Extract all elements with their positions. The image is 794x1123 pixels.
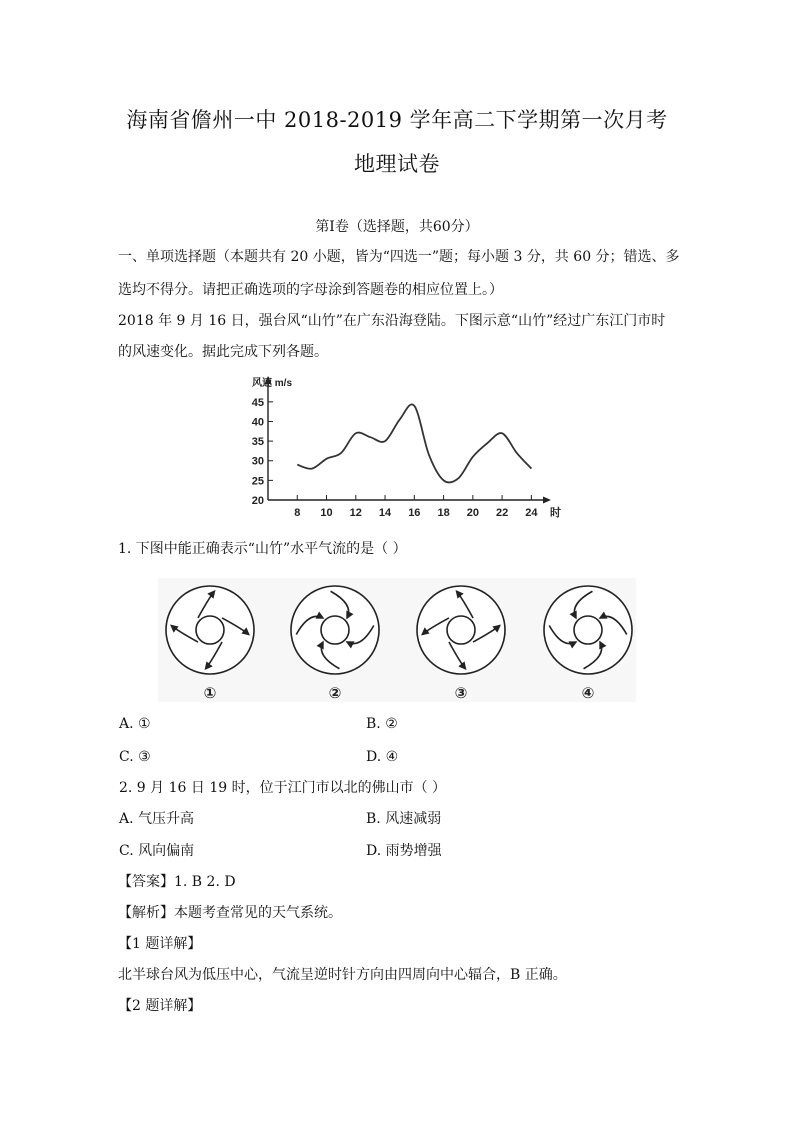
x-tick-label: 22 xyxy=(495,507,509,519)
wind-speed-chart-svg xyxy=(246,374,561,522)
wind-speed-chart xyxy=(246,374,561,522)
detail-1-text: 北半球台风为低压中心，气流呈逆时针方向由四周向中心辐合，B 正确。 xyxy=(118,967,567,983)
answer-line: 【答案】1. B 2. D xyxy=(118,874,236,890)
passage-line-1: 2018 年 9 月 16 日，强台风“山竹”在广东沿海登陆。下图示意“山竹”经过广东江门市时 xyxy=(118,313,666,329)
y-tick-label: 25 xyxy=(251,475,264,488)
x-tick-label: 18 xyxy=(437,507,450,519)
x-tick-label: 12 xyxy=(349,507,362,519)
figure-label: ② xyxy=(328,685,342,702)
y-tick-label: 20 xyxy=(251,495,264,507)
x-tick-label: 24 xyxy=(525,507,538,519)
q1-option-a: A. ① xyxy=(119,716,151,732)
detail-1-heading: 【1 题详解】 xyxy=(118,936,202,952)
passage-line-2: 的风速变化。据此完成下列各题。 xyxy=(118,344,328,360)
detail-2-heading: 【2 题详解】 xyxy=(118,998,202,1014)
inner-circle xyxy=(196,616,224,644)
airflow-figure-svg xyxy=(158,578,636,702)
inner-circle xyxy=(321,616,349,644)
wind-speed-line xyxy=(297,404,531,482)
inner-circle xyxy=(574,616,602,644)
y-tick-label: 30 xyxy=(251,455,264,468)
x-axis-arrow xyxy=(543,497,551,504)
q2-option-c: C. 风向偏南 xyxy=(119,843,195,859)
x-tick-label: 8 xyxy=(294,507,301,519)
page-title: 海南省儋州一中 2018-2019 学年高二下学期第一次月考 xyxy=(126,108,668,132)
section-heading: 第Ⅰ卷（选择题，共60分） xyxy=(315,219,479,235)
q1-option-c: C. ③ xyxy=(119,749,151,765)
airflow-figure xyxy=(158,578,636,702)
inner-circle xyxy=(447,616,475,644)
analysis-line: 【解析】本题考查常见的天气系统。 xyxy=(118,905,342,921)
q2-option-a: A. 气压升高 xyxy=(119,811,195,827)
question-1-stem: 1. 下图中能正确表示“山竹”水平气流的是（ ） xyxy=(118,541,407,557)
y-axis-label: 风速 m/s xyxy=(252,378,293,389)
page-subtitle: 地理试卷 xyxy=(354,152,440,176)
y-tick-label: 45 xyxy=(251,396,264,409)
figure-label: ④ xyxy=(581,685,595,702)
y-tick-label: 35 xyxy=(251,436,264,449)
x-tick-label: 10 xyxy=(320,507,333,519)
figure-label: ① xyxy=(203,685,217,702)
x-tick-label: 20 xyxy=(466,507,479,519)
q2-option-b: B. 风速减弱 xyxy=(366,811,442,827)
question-2-stem: 2. 9 月 16 日 19 时，位于江门市以北的佛山市（ ） xyxy=(119,780,447,796)
instructions-line-2: 选均不得分。请把正确选项的字母涂到答题卷的相应位置上。） xyxy=(118,282,503,298)
x-tick-label: 16 xyxy=(408,507,421,519)
x-axis-label: 时 xyxy=(550,507,561,519)
figure-label: ③ xyxy=(454,685,468,702)
q1-option-b: B. ② xyxy=(366,716,398,732)
y-tick-label: 40 xyxy=(251,416,264,429)
q1-option-d: D. ④ xyxy=(366,749,399,765)
x-tick-label: 14 xyxy=(378,507,392,519)
instructions-line-1: 一、单项选择题（本题共有 20 小题，皆为“四选一”题；每小题 3 分，共 60 分；错选、多 xyxy=(118,249,680,265)
q2-option-d: D. 雨势增强 xyxy=(366,843,442,859)
